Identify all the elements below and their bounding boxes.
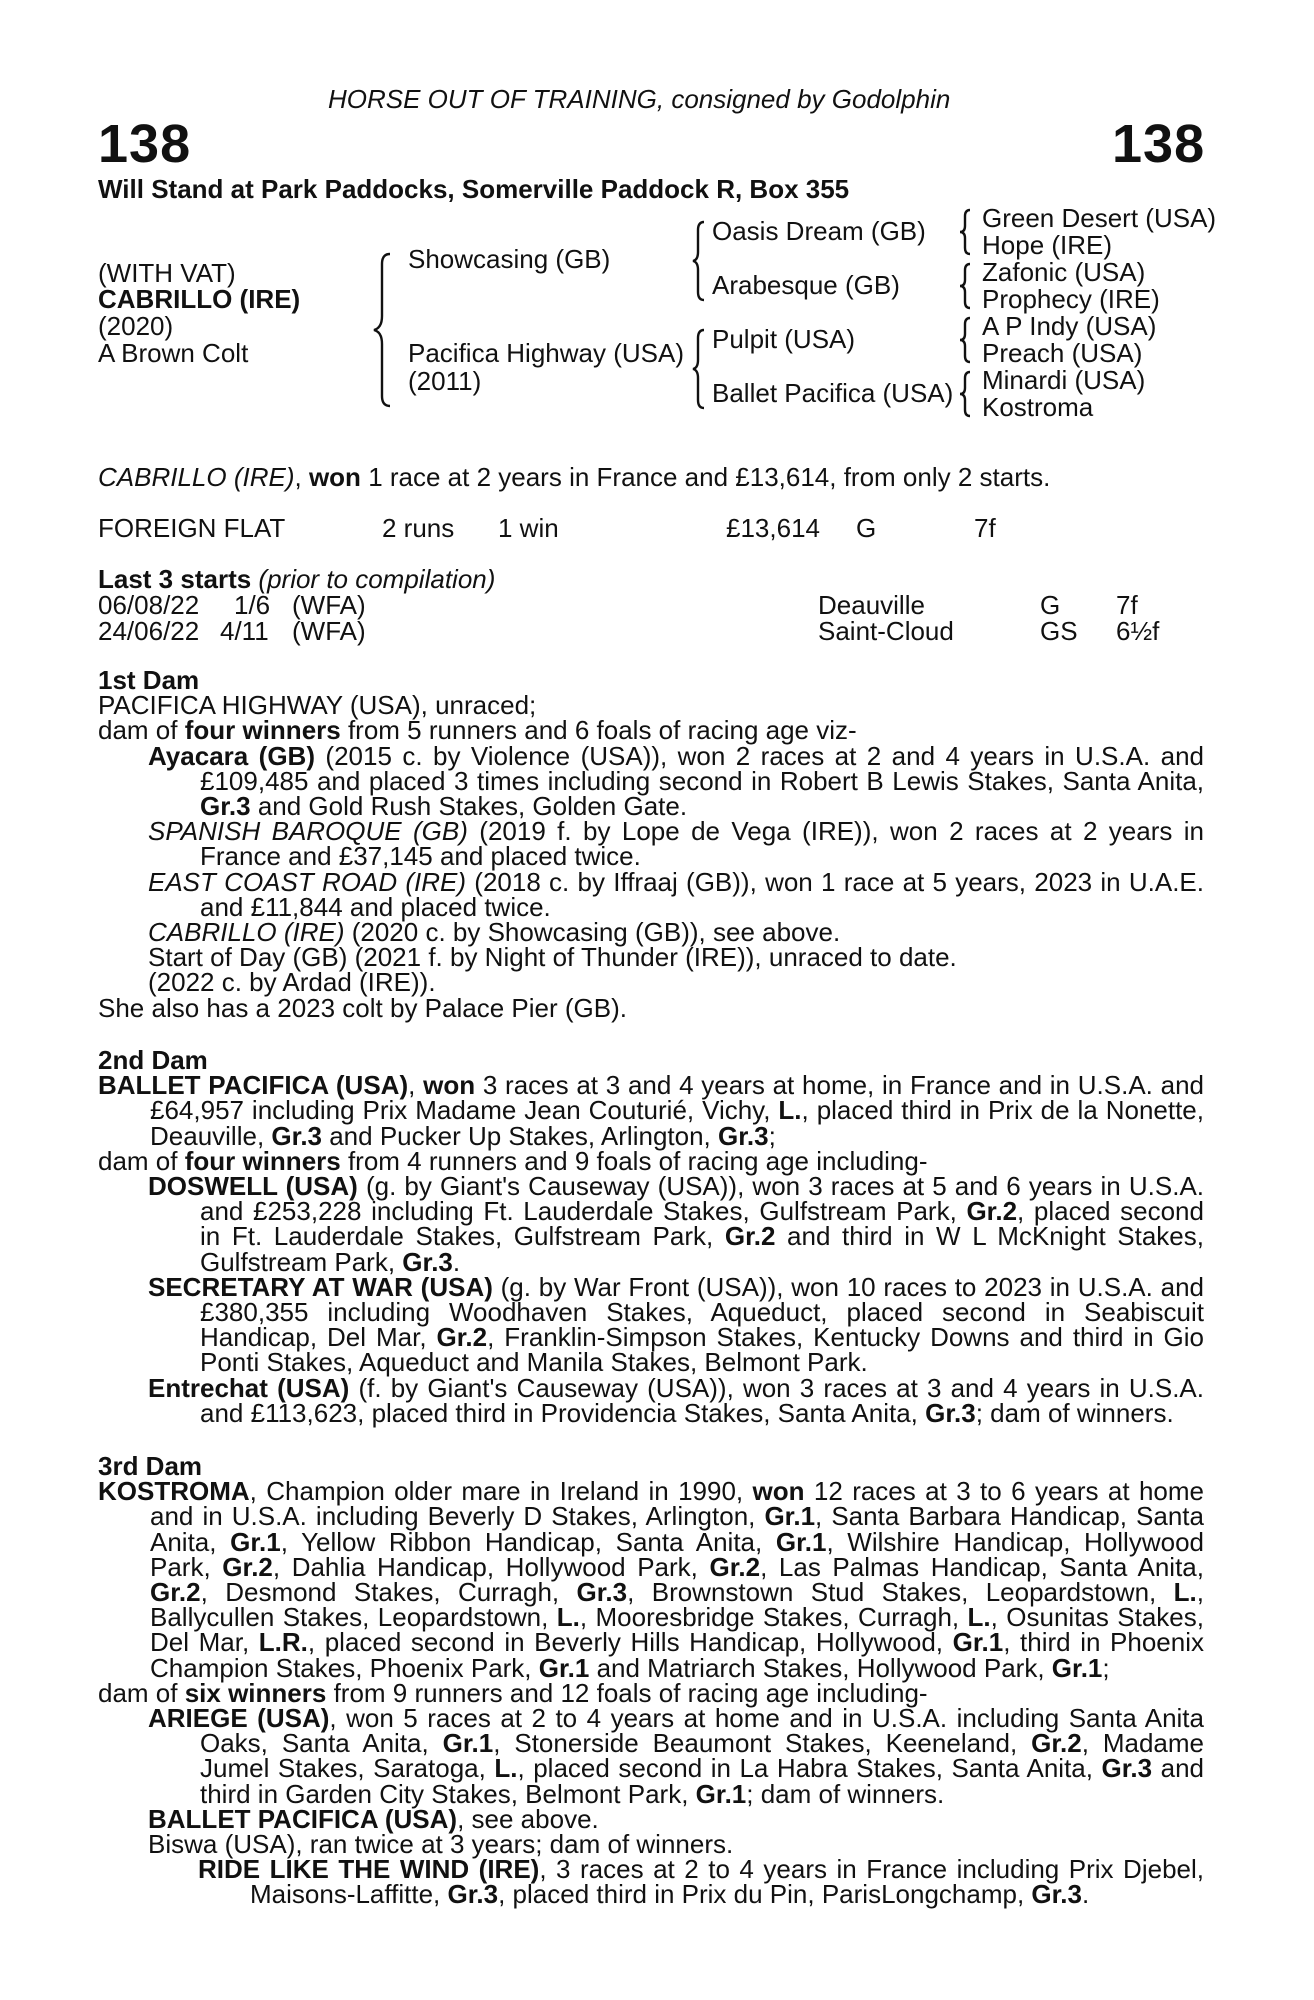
second-dam-heading: 2nd Dam xyxy=(98,1045,208,1075)
offspring-entry: CABRILLO (IRE) (2020 c. by Showcasing (GB)), see above. xyxy=(148,917,841,948)
third-dam-produce-summary: dam of six winners from 9 runners and 12 foals of racing age including- xyxy=(98,1677,928,1708)
start-date: 06/08/22 xyxy=(98,590,200,620)
pedigree-sire-dam: Arabesque (GB) xyxy=(712,270,900,300)
second-dam-section xyxy=(98,1045,1205,1428)
summary-rest: 1 race at 2 years in France and £13,614, from only 2 starts. xyxy=(368,462,1051,492)
offspring-entry: (2022 c. by Ardad (IRE)). xyxy=(148,967,436,998)
pedigree-dam: Pacifica Highway (USA) xyxy=(408,338,684,368)
third-dam-record: KOSTROMA, Champion older mare in Ireland in 1990, won 12 races at 3 to 6 years at home and in U.S.A. including Beverly D Stakes, Arlington, Gr.1, Santa Barbara Handicap, Santa Anita, Gr.1, Yellow Ribbon Handicap, Santa Anita, Gr.1, Wilshire Handicap, Hollywood Park, Gr.2, Dahlia Handicap, Hollywood Park, Gr.2, Las Palmas Handicap, Santa Anita, Gr.2, Desmond Stakes, Curragh, Gr.3, Brownstown Stud Stakes, Leopardstown, L., Ballycullen Stakes, Leopardstown, L., Mooresbridge Stakes, Curragh, L., Osunitas Stakes, Del Mar, L.R., placed second in Beverly Hills Handicap, Hollywood, Gr.1, third in Phoenix Champion Stakes, Phoenix Park, Gr.1 and Matriarch Stakes, Hollywood Park, Gr.1; xyxy=(98,1476,1205,1683)
offspring-entry: Ayacara (GB) (2015 c. by Violence (USA)), won 2 races at 2 and 4 years in U.S.A. and £109,485 and placed 3 times including second in Robert B Lewis Stakes, Santa Anita, Gr.3 and Gold Rush Stakes, Golden Gate. xyxy=(148,740,1204,822)
third-dam-heading: 3rd Dam xyxy=(98,1451,203,1481)
pedigree-brace-ds xyxy=(956,314,976,366)
start-wfa: (WFA) xyxy=(292,616,366,646)
first-dam-also-note: She also has a 2023 colt by Palace Pier (GB). xyxy=(98,992,627,1023)
last-starts-note: (prior to compilation) xyxy=(258,564,496,594)
offspring-entry: Entrechat (USA) (f. by Giant's Causeway (USA)), won 3 races at 3 and 4 years in U.S.A. and £113,623, placed third in Providencia Stakes, Santa Anita, Gr.3; dam of winners. xyxy=(148,1372,1204,1428)
pedigree-dsd: Preach (USA) xyxy=(982,338,1143,368)
pedigree-brace-dd xyxy=(956,368,976,420)
pedigree-brace-dam xyxy=(690,326,710,412)
offspring-entry: SPANISH BAROQUE (GB) (2019 f. by Lope de Vega (IRE)), won 2 races at 2 years in France and £37,145 and placed twice. xyxy=(148,816,1204,872)
pedigree-sdd: Prophecy (IRE) xyxy=(982,284,1160,314)
start-date: 24/06/22 xyxy=(98,616,200,646)
pedigree-dam-dam: Ballet Pacifica (USA) xyxy=(712,378,954,408)
start-distance: 6½f xyxy=(1116,616,1160,646)
record-money: £13,614 xyxy=(726,513,820,543)
horse-year: (2020) xyxy=(98,311,174,341)
pedigree-sds: Zafonic (USA) xyxy=(982,257,1146,287)
pedigree-sss: Green Desert (USA) xyxy=(982,203,1217,233)
start-wfa: (WFA) xyxy=(292,590,366,620)
pedigree-dam-sire: Pulpit (USA) xyxy=(712,324,856,354)
start-position: 4/11 xyxy=(220,616,269,646)
pedigree-ddd: Kostroma xyxy=(982,392,1094,422)
summary-line: CABRILLO (IRE), won 1 race at 2 years in France and £13,614, from only 2 starts. xyxy=(98,462,1051,492)
first-dam-heading: 1st Dam xyxy=(98,665,200,695)
pedigree-brace-main xyxy=(370,250,400,410)
second-dam-produce-summary: dam of four winners from 4 runners and 9 foals of racing age including- xyxy=(98,1145,928,1176)
record-label: FOREIGN FLAT xyxy=(98,513,286,543)
start-course: Saint-Cloud xyxy=(818,616,954,646)
third-dam-section xyxy=(98,1451,1205,1910)
start-going: GS xyxy=(1040,616,1078,646)
record-runs: 2 runs xyxy=(382,513,455,543)
pedigree-brace-sd xyxy=(956,260,976,312)
grand-offspring-entry: RIDE LIKE THE WIND (IRE), 3 races at 2 to 4 years in France including Prix Djebel, Maisons-Laffitte, Gr.3, placed third in Prix du Pin, ParisLongchamp, Gr.3. xyxy=(198,1854,1204,1910)
pedigree-brace-sire xyxy=(690,218,710,304)
summary-horse-name: CABRILLO (IRE) xyxy=(98,462,295,492)
first-dam-name-line: PACIFICA HIGHWAY (USA), unraced; xyxy=(98,690,537,721)
start-going: G xyxy=(1040,590,1061,620)
offspring-entry: EAST COAST ROAD (IRE) (2018 c. by Iffraaj (GB)), won 1 race at 5 years, 2023 in U.A.E. and £11,844 and placed twice. xyxy=(148,866,1205,922)
pedigree-dds: Minardi (USA) xyxy=(982,365,1146,395)
pedigree-sire: Showcasing (GB) xyxy=(408,244,611,274)
start-distance: 7f xyxy=(1116,590,1138,620)
offspring-entry: Biswa (USA), ran twice at 3 years; dam of winners. xyxy=(148,1829,734,1860)
offspring-entry: ARIEGE (USA), won 5 races at 2 to 4 years at home and in U.S.A. including Santa Anita Oaks, Santa Anita, Gr.1, Stonerside Beaumont Stakes, Keeneland, Gr.2, Madame Jumel Stakes, Saratoga, L., placed second in La Habra Stakes, Santa Anita, Gr.3 and third in Garden City Stakes, Belmont Park, Gr.1; dam of winners. xyxy=(148,1703,1205,1809)
offspring-entry: SECRETARY AT WAR (USA) (g. by War Front (USA)), won 10 races to 2023 in U.S.A. and £380,355 including Woodhaven Stakes, Aqueduct, placed second in Seabiscuit Handicap, Del Mar, Gr.2, Franklin-Simpson Stakes, Kentucky Downs and third in Gio Ponti Stakes, Aqueduct and Manila Stakes, Belmont Park. xyxy=(148,1271,1204,1378)
offspring-entry: Start of Day (GB) (2021 f. by Night of Thunder (IRE)), unraced to date. xyxy=(148,942,957,973)
record-going: G xyxy=(856,513,877,543)
record-wins: 1 win xyxy=(498,513,559,543)
offspring-entry: DOSWELL (USA) (g. by Giant's Causeway (USA)), won 3 races at 5 and 6 years in U.S.A. and £253,228 including Ft. Lauderdale Stakes, Gulfstream Park, Gr.2, placed second in Ft. Lauderdale Stakes, Gulfstream Park, Gr.2 and third in W L McKnight Stakes, Gulfstream Park, Gr.3. xyxy=(148,1171,1205,1277)
first-dam-produce-summary: dam of four winners from 5 runners and 6 foals of racing age viz- xyxy=(98,715,857,746)
lot-number-right: 138 xyxy=(1112,114,1206,174)
pedigree-ssd: Hope (IRE) xyxy=(982,230,1113,260)
consignor-line: HORSE OUT OF TRAINING, consigned by Godolphin xyxy=(328,84,951,114)
first-dam-section xyxy=(98,665,1205,1023)
last-starts-title: Last 3 starts xyxy=(98,564,252,594)
record-distance: 7f xyxy=(974,513,996,543)
horse-description: A Brown Colt xyxy=(98,338,249,368)
offspring-entry: BALLET PACIFICA (USA), see above. xyxy=(148,1803,599,1834)
start-position: 1/6 xyxy=(234,590,271,620)
lot-number-left: 138 xyxy=(98,114,192,174)
vat-note: (WITH VAT) xyxy=(98,258,236,288)
summary-won: won xyxy=(308,462,361,492)
start-course: Deauville xyxy=(818,590,925,620)
horse-name: CABRILLO (IRE) xyxy=(98,284,301,314)
second-dam-record: BALLET PACIFICA (USA), won 3 races at 3 and 4 years at home, in France and in U.S.A. and £64,957 including Prix Madame Jean Couturié, Vichy, L., placed third in Prix de la Nonette, Deauville, Gr.3 and Pucker Up Stakes, Arlington, Gr.3; xyxy=(98,1070,1204,1151)
stand-location: Will Stand at Park Paddocks, Somerville Paddock R, Box 355 xyxy=(98,174,850,204)
pedigree-dam-year: (2011) xyxy=(408,366,482,396)
pedigree-dss: A P Indy (USA) xyxy=(982,311,1157,341)
pedigree-sire-sire: Oasis Dream (GB) xyxy=(712,216,926,246)
pedigree-brace-ss xyxy=(956,206,976,258)
